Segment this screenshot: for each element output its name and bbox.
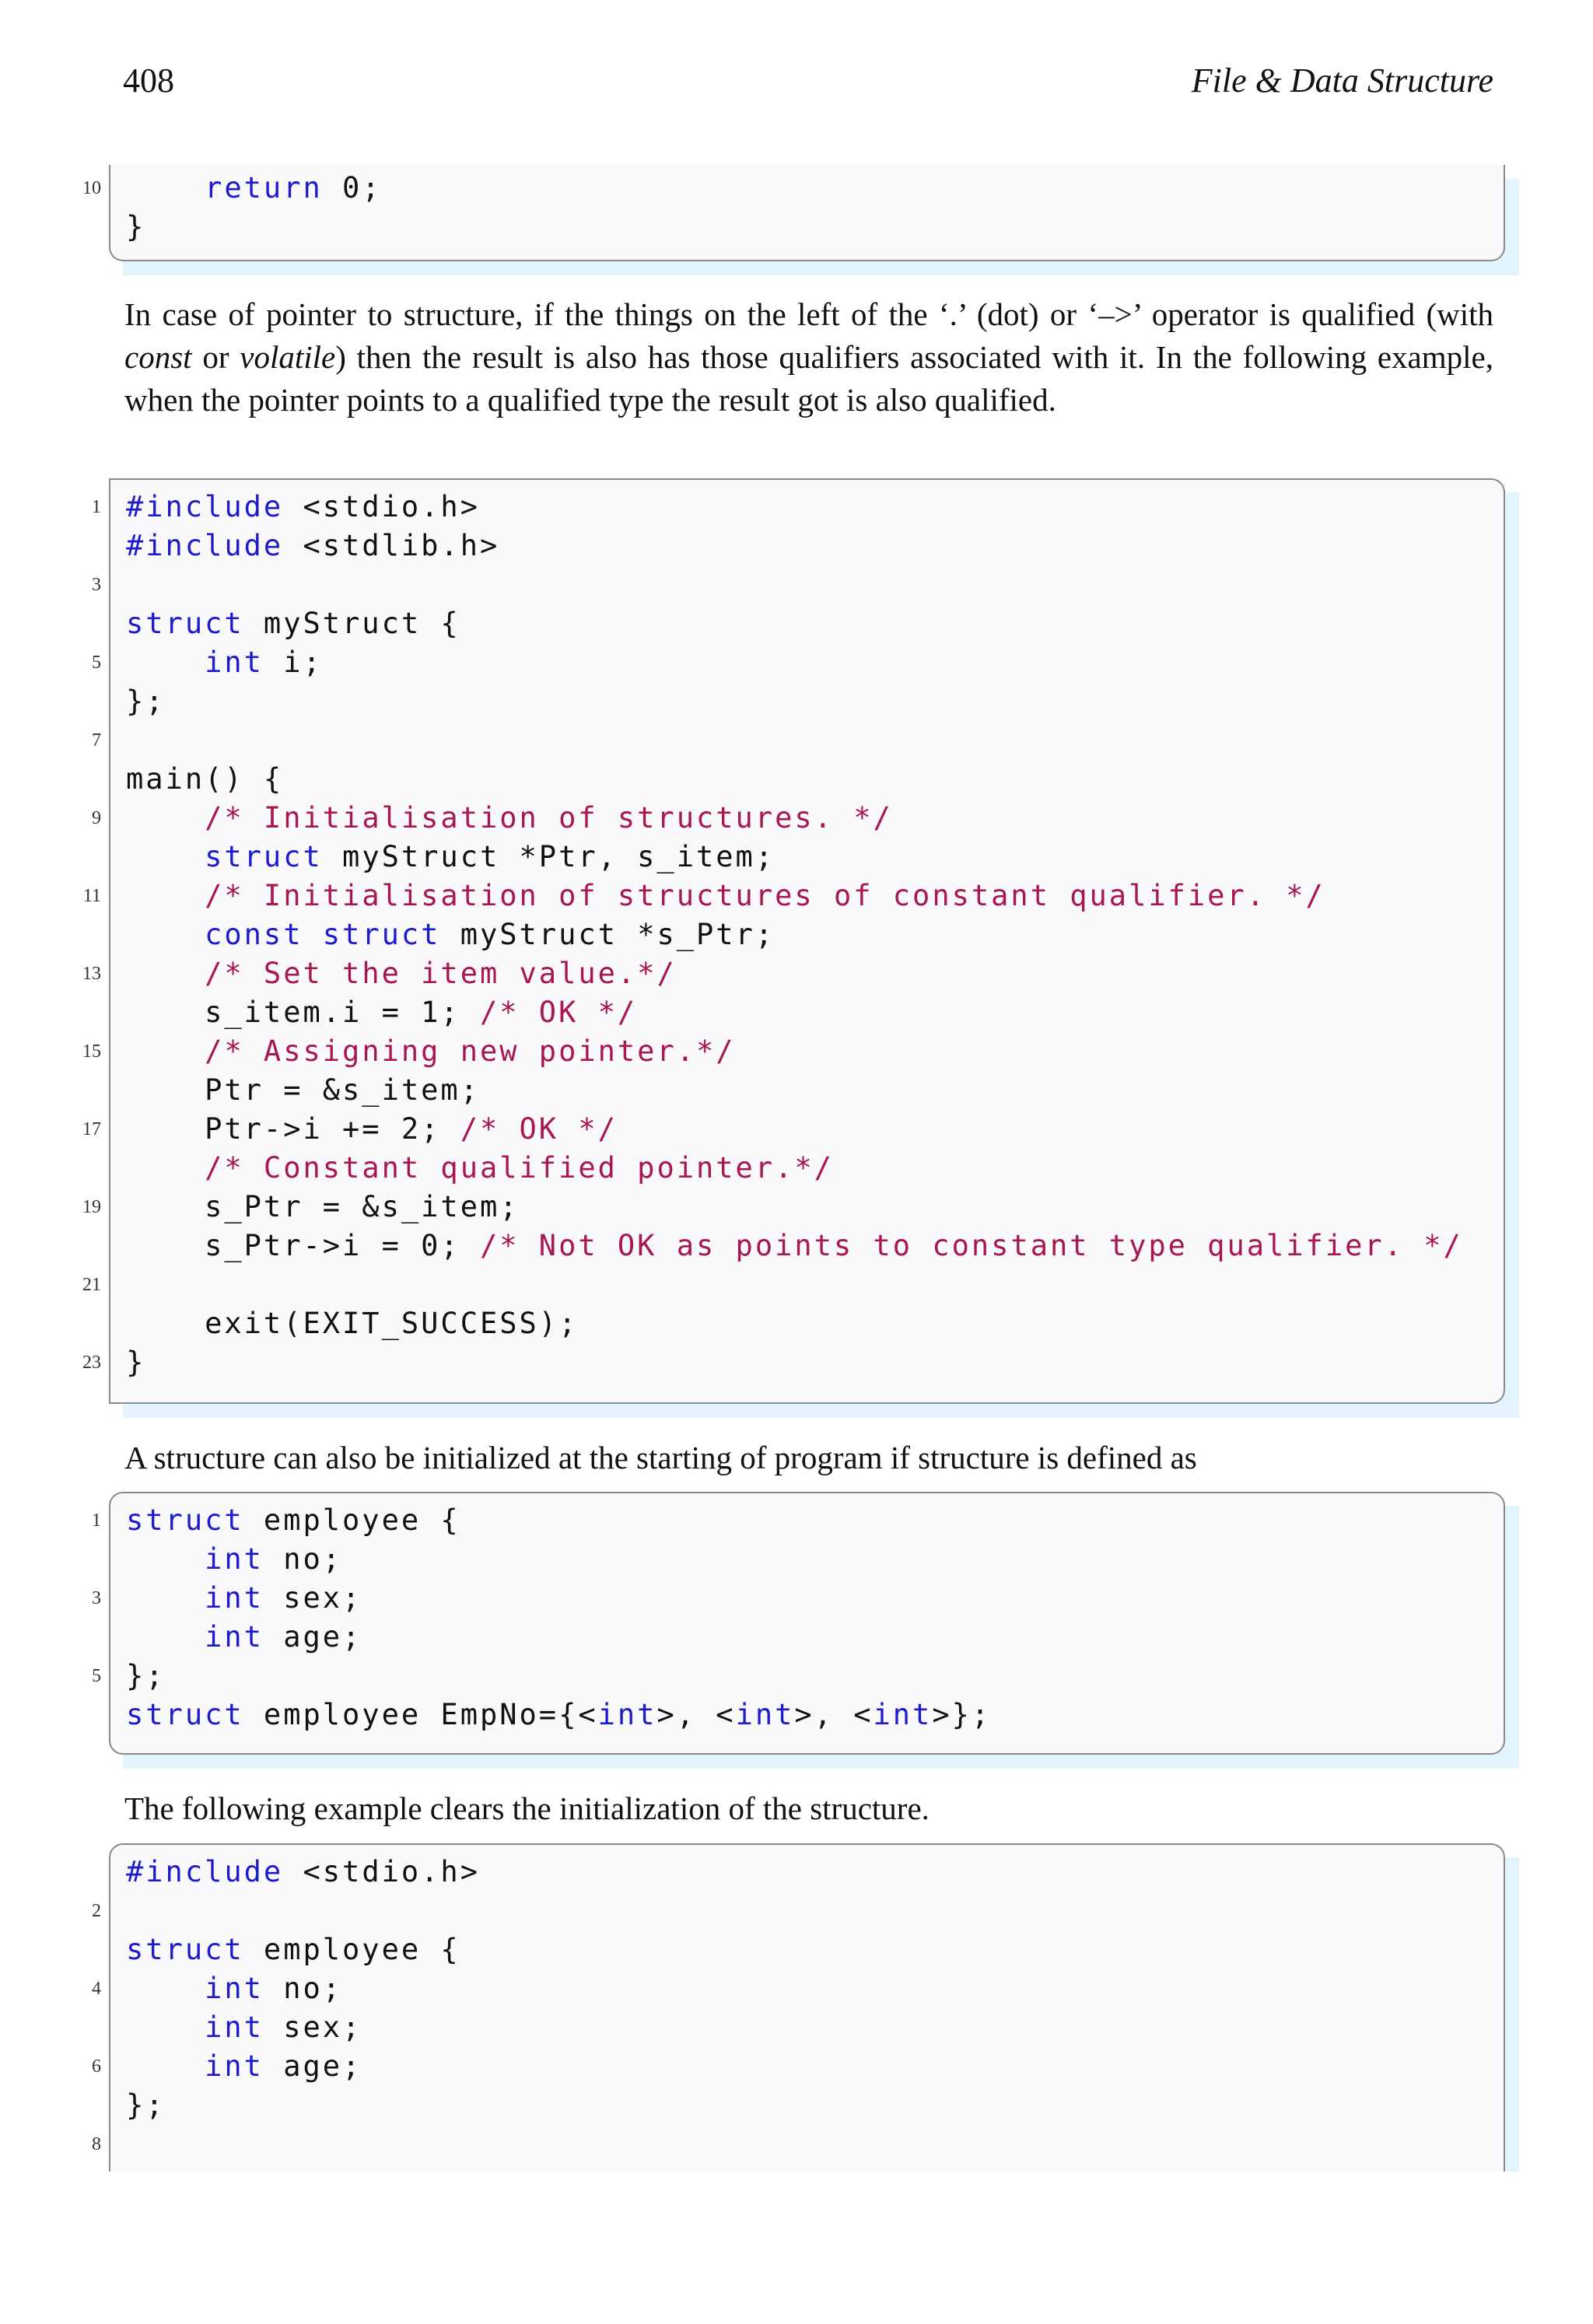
code-text: [126, 840, 205, 873]
line-number: 3: [92, 1588, 101, 1608]
code-text: [126, 171, 205, 205]
code-line: [82, 1343, 1505, 1382]
code-keyword: int: [205, 1620, 264, 1654]
line-number: 8: [92, 2134, 101, 2154]
paragraph-qualified-pointer: In case of pointer to structure, if the things on the left of the ‘.’ (dot) or ‘–>’ operator is qualified (with const or volatile) then the result is also has those qualifiers associated with it. In the following example, when the pointer points to a qualified type the result got is also qualified.: [124, 296, 1493, 418]
code-line: [126, 682, 1505, 721]
line-number: 2: [92, 1901, 101, 1921]
code-lines: [92, 1501, 1505, 1734]
code-keyword: #include: [126, 1855, 284, 1888]
code-comment: /* Assigning new pointer.*/: [205, 1034, 736, 1068]
code-line: [126, 838, 1505, 877]
line-number: 19: [82, 1197, 101, 1217]
code-comment: /* OK */: [460, 1112, 618, 1146]
code-comment: /* Set the item value.*/: [205, 957, 677, 990]
code-text: <stdio.h>: [283, 1855, 480, 1888]
code-line: [126, 993, 1505, 1032]
code-text: }: [126, 1346, 146, 1379]
line-number: 6: [92, 2056, 101, 2077]
code-text: [126, 1972, 205, 2005]
code-line: [92, 643, 1505, 682]
code-line: [126, 527, 1505, 565]
code-text: myStruct {: [243, 607, 460, 640]
code-block-employee-init: [92, 1843, 1505, 2172]
code-text: exit(EXIT_SUCCESS);: [126, 1307, 579, 1340]
code-text: <stdlib.h>: [283, 529, 500, 562]
paragraph-structure-initialized: A structure can also be initialized at the starting of program if structure is defined as: [124, 1440, 1197, 1475]
code-comment: /* Constant qualified pointer.*/: [205, 1151, 834, 1185]
code-text: s_item.i = 1;: [126, 996, 480, 1029]
code-keyword: return: [205, 171, 323, 205]
line-number: 4: [92, 1979, 101, 1999]
code-text: 0;: [322, 171, 382, 205]
code-lines: [92, 1853, 1505, 2164]
code-line: [82, 954, 1505, 993]
code-keyword: #include: [126, 490, 284, 523]
code-line: [92, 2047, 1505, 2086]
code-text: [126, 957, 205, 990]
code-line: [126, 1071, 1505, 1110]
code-text: s_Ptr = &s_item;: [126, 1190, 520, 1223]
line-number: 9: [92, 808, 101, 828]
code-text: Ptr->i += 2;: [126, 1112, 460, 1146]
code-text: [126, 918, 205, 951]
code-line: [126, 604, 1505, 643]
code-keyword: int: [597, 1698, 657, 1731]
code-line: [82, 1032, 1505, 1071]
code-text: i;: [263, 646, 323, 679]
code-text: >, <: [794, 1698, 874, 1731]
code-text: s_Ptr->i = 0;: [126, 1229, 480, 1262]
code-line: [92, 1657, 1505, 1696]
code-line: [92, 799, 1505, 838]
code-line: [82, 1110, 1505, 1149]
code-line: [82, 169, 1505, 208]
code-text: Ptr = &s_item;: [126, 1073, 480, 1107]
code-block-qualified-pointer: [82, 478, 1505, 1404]
code-text: >};: [932, 1698, 992, 1731]
page-number: 408: [123, 61, 174, 100]
code-line: [92, 721, 1505, 760]
code-text: }: [126, 210, 146, 243]
code-lines: [82, 488, 1505, 1382]
code-text: employee {: [243, 1933, 460, 1966]
code-text: [126, 801, 205, 835]
code-keyword: struct: [126, 1933, 244, 1966]
code-line: [82, 1265, 1505, 1304]
line-number: 13: [82, 964, 101, 984]
line-number: 15: [82, 1041, 101, 1062]
code-keyword: struct: [126, 607, 244, 640]
code-comment: /* OK */: [479, 996, 638, 1029]
code-line: [92, 1969, 1505, 2008]
code-text: };: [126, 684, 166, 718]
code-text: myStruct *s_Ptr;: [440, 918, 775, 951]
code-block-employee-struct: [92, 1492, 1505, 1755]
line-number: 1: [92, 497, 101, 517]
code-block-continuation: [82, 165, 1505, 261]
code-text: age;: [263, 1620, 362, 1654]
code-keyword: int: [205, 2011, 264, 2044]
code-text: [126, 1034, 205, 1068]
line-number: 21: [82, 1275, 101, 1295]
running-title: File & Data Structure: [1191, 61, 1493, 100]
code-line: [82, 877, 1505, 915]
line-number: 11: [82, 886, 101, 906]
line-number: 10: [82, 178, 101, 198]
code-text: [126, 879, 205, 912]
code-text: [126, 2011, 205, 2044]
code-comment: /* Not OK as points to constant type qualifier. */: [479, 1229, 1463, 1262]
code-line: [126, 1618, 1505, 1657]
code-line: [126, 1540, 1505, 1579]
code-line: [92, 2125, 1505, 2164]
line-number: 1: [92, 1510, 101, 1531]
code-comment: /* Initialisation of structures. */: [205, 801, 893, 835]
code-keyword: int: [735, 1698, 795, 1731]
line-number: 5: [92, 653, 101, 673]
code-text: sex;: [263, 2011, 362, 2044]
code-line: [126, 760, 1505, 799]
code-line: [92, 565, 1505, 604]
code-keyword: int: [205, 1581, 264, 1615]
code-keyword: int: [205, 1972, 264, 2005]
code-text: no;: [263, 1972, 343, 2005]
code-text: };: [126, 2088, 166, 2122]
code-text: no;: [263, 1542, 343, 1576]
code-text: [126, 1151, 205, 1185]
code-line: [126, 1149, 1505, 1188]
code-line: [126, 915, 1505, 954]
code-keyword: struct: [126, 1503, 244, 1537]
paragraph-following-example: The following example clears the initialization of the structure.: [124, 1790, 930, 1826]
line-number: 23: [82, 1353, 101, 1373]
code-lines: [82, 169, 1505, 247]
code-text: myStruct *Ptr, s_item;: [322, 840, 775, 873]
code-line: [126, 1304, 1505, 1343]
code-line: [126, 2086, 1505, 2125]
code-line: [126, 1227, 1505, 1265]
code-keyword: int: [873, 1698, 933, 1731]
code-line: [126, 2008, 1505, 2047]
code-line: [126, 1696, 1505, 1734]
line-number: 5: [92, 1666, 101, 1686]
code-text: [126, 1620, 205, 1654]
code-keyword: struct: [322, 918, 441, 951]
line-number: 7: [92, 730, 101, 751]
code-keyword: #include: [126, 529, 284, 562]
code-line: [126, 208, 1505, 247]
code-keyword: int: [205, 1542, 264, 1576]
code-line: [92, 488, 1505, 527]
code-keyword: struct: [126, 1698, 244, 1731]
code-text: age;: [263, 2049, 362, 2083]
code-text: employee EmpNo={<: [243, 1698, 598, 1731]
code-text: [126, 1542, 205, 1576]
code-keyword: struct: [205, 840, 323, 873]
code-line: [126, 1930, 1505, 1969]
code-text: main() {: [126, 762, 284, 796]
code-keyword: int: [205, 2049, 264, 2083]
code-keyword: int: [205, 646, 264, 679]
code-text: [126, 2049, 205, 2083]
code-text: employee {: [243, 1503, 460, 1537]
line-number: 17: [82, 1119, 101, 1139]
code-text: [303, 918, 323, 951]
code-keyword: const: [205, 918, 303, 951]
code-line: [82, 1188, 1505, 1227]
line-number: 3: [92, 575, 101, 595]
code-line: [92, 1579, 1505, 1618]
code-text: >, <: [656, 1698, 736, 1731]
code-text: sex;: [263, 1581, 362, 1615]
code-text: };: [126, 1659, 166, 1692]
code-line: [92, 1501, 1505, 1540]
code-line: [126, 1853, 1505, 1892]
code-text: [126, 646, 205, 679]
code-text: <stdio.h>: [283, 490, 480, 523]
code-text: [126, 1581, 205, 1615]
code-comment: /* Initialisation of structures of constant qualifier. */: [205, 879, 1325, 912]
code-line: [92, 1892, 1505, 1930]
